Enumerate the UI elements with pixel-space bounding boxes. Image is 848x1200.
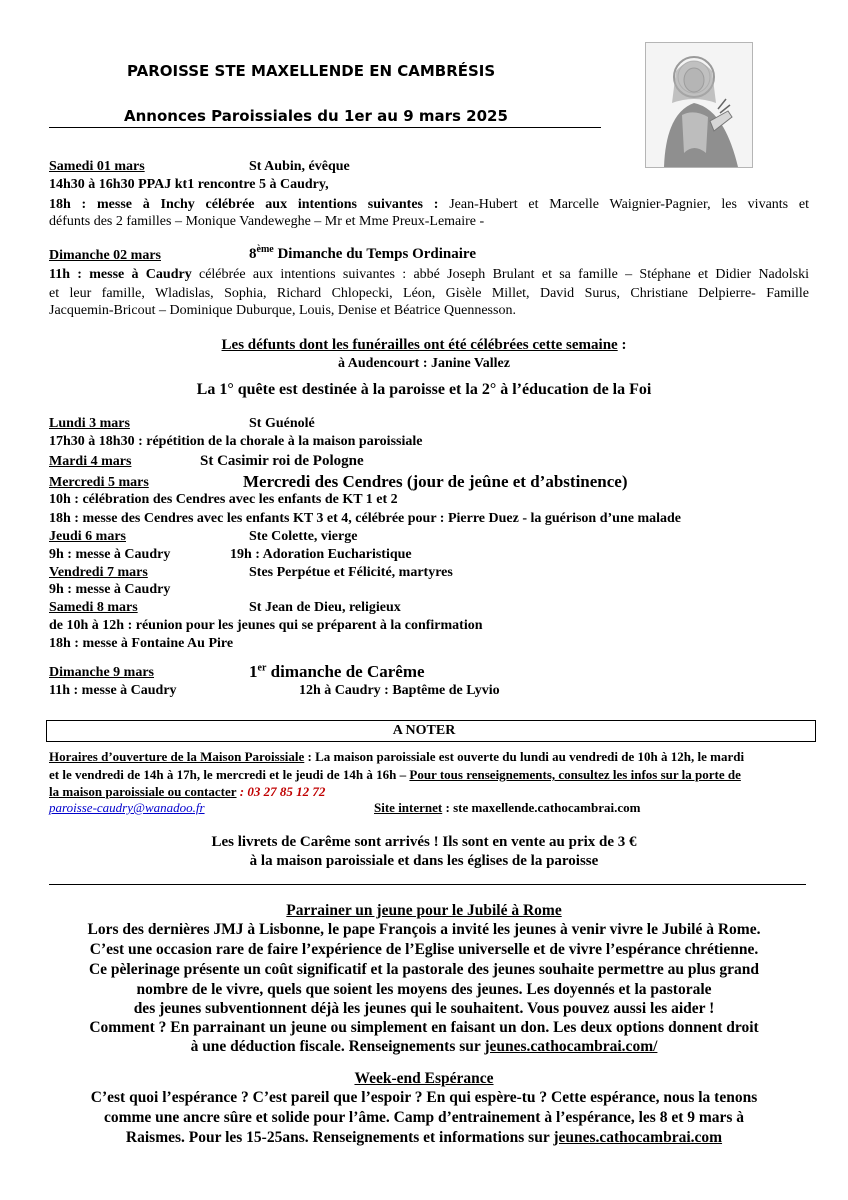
sat-01-line2-bold: 18h : messe à Inchy célébrée aux intentions suivantes :: [49, 197, 439, 212]
day-label-sat-8: Samedi 8 mars: [49, 600, 138, 615]
sun-02-line1: 11h : messe à Caudry célébrée aux intentions suivantes : abbé Joseph Brulant et sa famille – Stéphane et Didier Nadolski: [49, 267, 809, 282]
sun-02-line3: Jacquemin-Bricout – Dominique Duburque, Louis, Denise et Béatrice Quennesson.: [49, 303, 516, 318]
day-label-wed-5: Mercredi 5 mars: [49, 475, 149, 490]
day-label-thu-6: Jeudi 6 mars: [49, 529, 126, 544]
wed-5-line1: 10h : célébration des Cendres avec les enfants de KT 1 et 2: [49, 492, 398, 507]
sat-8-line1: de 10h à 12h : réunion pour les jeunes qui se préparent à la confirmation: [49, 618, 483, 633]
email-link[interactable]: paroisse-caudry@wanadoo.fr: [49, 800, 205, 815]
funerals-entry: à Audencourt : Janine Vallez: [338, 356, 510, 371]
day-label-tue-4: Mardi 4 mars: [49, 454, 132, 469]
sat-01-line2: [49, 195, 809, 214]
wed-5-line2: 18h : messe des Cendres avec les enfants KT 3 et 4, célébrée pour : Pierre Duez - la guérison d’une malade: [49, 511, 681, 526]
sun-9-line-b: 12h à Caudry : Baptême de Lyvio: [299, 683, 500, 698]
section-rule: [49, 884, 806, 885]
day-label-sun-9: Dimanche 9 mars: [49, 665, 154, 680]
saint-image-icon: [645, 42, 753, 168]
weekend-link[interactable]: jeunes.cathocambrai.com: [553, 1129, 723, 1146]
careme-line2: à la maison paroissiale et dans les églises de la paroisse: [249, 853, 599, 869]
hours-line1: Horaires d’ouverture de la Maison Paroissiale : La maison paroissiale est ouverte du lundi au vendredi de 10h à 12h, le mardi: [49, 749, 745, 764]
jubile-line-6: Comment ? En parrainant un jeune ou simplement en faisant un don. Les deux options donnent droit: [89, 1019, 759, 1036]
saint-fri-7: Stes Perpétue et Félicité, martyres: [249, 565, 453, 580]
saint-tue-4: St Casimir roi de Pologne: [200, 453, 364, 469]
quete-note: La 1° quête est destinée à la paroisse et la 2° à l’éducation de la Foi: [196, 381, 652, 398]
hours-line3: la maison paroissiale ou contacter : 03 27 85 12 72: [49, 784, 326, 799]
weekend-line-3: Raismes. Pour les 15-25ans. Renseignements et informations sur jeunes.cathocambrai.com: [125, 1129, 723, 1146]
jubile-line-1: Lors des dernières JMJ à Lisbonne, le pape François a invité les jeunes à venir vivre le Jubilé à Rome.: [87, 921, 761, 938]
careme-line1: Les livrets de Carême sont arrivés ! Ils sont en vente au prix de 3 €: [211, 834, 637, 850]
note-title: A NOTER: [392, 723, 456, 738]
sat-01-line1: 14h30 à 16h30 PPAJ kt1 rencontre 5 à Caudry,: [49, 177, 329, 192]
saint-sat-8: St Jean de Dieu, religieux: [249, 600, 401, 615]
jubile-line-7: à une déduction fiscale. Renseignements sur jeunes.cathocambrai.com/: [190, 1038, 658, 1055]
day-label-sat-01: Samedi 01 mars: [49, 159, 145, 174]
jubile-line-4: nombre de le vivre, quels que soient les moyens des jeunes. Les doyennés et la pastorale: [136, 981, 712, 998]
day-label-fri-7: Vendredi 7 mars: [49, 565, 148, 580]
wed-5-title: Mercredi des Cendres (jour de jeûne et d’abstinence): [243, 472, 628, 491]
header-rule: [49, 127, 601, 128]
sun-9-line-a: 11h : messe à Caudry: [49, 683, 177, 698]
sun-02-title: 8ème Dimanche du Temps Ordinaire: [249, 244, 476, 262]
mon-3-line: 17h30 à 18h30 : répétition de la chorale à la maison paroissiale: [49, 434, 423, 449]
weekend-line-1: C’est quoi l’espérance ? C’est pareil que l’espoir ? En qui espère-tu ? Cette espérance, nous la tenons: [90, 1089, 758, 1106]
sun-9-title: 1er dimanche de Carême: [249, 662, 425, 681]
sat-01-line3: défunts des 2 familles – Monique Vandeweghe – Mr et Mme Preux-Lemaire -: [49, 214, 485, 229]
thu-6-line-b: 19h : Adoration Eucharistique: [230, 547, 412, 562]
jubile-title: Parrainer un jeune pour le Jubilé à Rome: [286, 902, 562, 919]
day-label-mon-3: Lundi 3 mars: [49, 416, 130, 431]
saint-sat-01: St Aubin, évêque: [249, 159, 350, 174]
sun-02-line2: et leur famille, Wladislas, Sophia, Richard Chlopecki, Léon, Gisèle Millet, David Surus, Christiane Delpierre- Famille: [49, 286, 809, 301]
website-line[interactable]: Site internet : ste maxellende.cathocambrai.com: [374, 800, 641, 815]
hours-line2: et le vendredi de 14h à 17h, le mercredi et le jeudi de 14h à 16h – Pour tous renseignements, consultez les infos sur la porte de: [49, 767, 741, 782]
announcement-subtitle: Annonces Paroissiales du 1er au 9 mars 2025: [124, 107, 508, 125]
jubile-line-5: des jeunes subventionnent déjà les jeunes qui le souhaitent. Vous pouvez aussi les aider !: [133, 1000, 715, 1017]
fri-7-line: 9h : messe à Caudry: [49, 582, 171, 597]
funerals-title: Les défunts dont les funérailles ont été célébrées cette semaine :: [221, 337, 627, 353]
weekend-line-2: comme une ancre sûre et solide pour l’âme. Camp d’entrainement à l’espérance, les 8 et 9 mars à: [103, 1109, 745, 1126]
phone-number: : 03 27 85 12 72: [236, 784, 326, 799]
parish-title: PAROISSE STE MAXELLENDE EN CAMBRÉSIS: [127, 62, 496, 80]
jubile-line-3: Ce pèlerinage présente un coût significatif et la pastorale des jeunes souhaite permettre au plus grand: [88, 961, 760, 978]
thu-6-line-a: 9h : messe à Caudry: [49, 547, 171, 562]
sat-01-line2-rest: Jean-Hubert et Marcelle Waignier-Pagnier, les vivants et: [438, 197, 810, 212]
weekend-title: Week-end Espérance: [354, 1070, 494, 1087]
sat-8-line2: 18h : messe à Fontaine Au Pire: [49, 636, 234, 651]
day-label-sun-02: Dimanche 02 mars: [49, 248, 161, 263]
saint-mon-3: St Guénolé: [249, 416, 315, 431]
jubile-line-2: C’est une occasion rare de faire l’expérience de l’Eglise universelle et de vivre l’espérance chrétienne.: [89, 941, 759, 958]
jubile-link[interactable]: jeunes.cathocambrai.com/: [484, 1038, 658, 1055]
saint-thu-6: Ste Colette, vierge: [249, 529, 358, 544]
